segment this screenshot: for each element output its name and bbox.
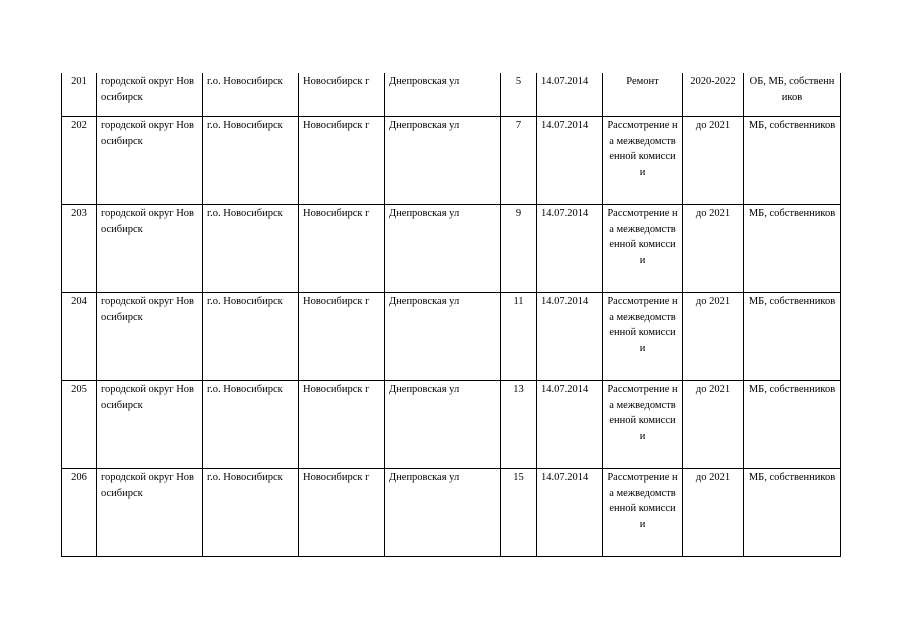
table-row — [62, 73, 841, 117]
action-cell: Рассмотрение на межведомственной комиссии — [603, 117, 683, 205]
funding-cell: МБ, собственников — [744, 117, 841, 205]
municipality-cell: г.о. Новосибирск — [203, 381, 299, 469]
settlement-cell: Новосибирск г — [299, 73, 385, 117]
municipality-cell: г.о. Новосибирск — [203, 73, 299, 117]
municipality-cell: г.о. Новосибирск — [203, 469, 299, 557]
funding-cell: ОБ, МБ, собственников — [744, 73, 841, 117]
house-number-cell: 9 — [501, 205, 537, 293]
date-cell: 14.07.2014 — [537, 293, 603, 381]
action-cell: Рассмотрение на межведомственной комиссии — [603, 381, 683, 469]
municipality-cell: г.о. Новосибирск — [203, 293, 299, 381]
period-cell: 2020-2022 — [683, 73, 744, 117]
row-number: 204 — [62, 293, 97, 381]
action-cell: Ремонт — [603, 73, 683, 117]
district-cell: городской округ Новосибирск — [97, 205, 203, 293]
date-cell: 14.07.2014 — [537, 117, 603, 205]
action-cell: Рассмотрение на межведомственной комиссии — [603, 205, 683, 293]
period-cell: до 2021 — [683, 381, 744, 469]
action-cell: Рассмотрение на межведомственной комиссии — [603, 293, 683, 381]
row-number: 202 — [62, 117, 97, 205]
municipality-cell: г.о. Новосибирск — [203, 205, 299, 293]
funding-cell: МБ, собственников — [744, 469, 841, 557]
house-number-cell: 15 — [501, 469, 537, 557]
street-cell: Днепровская ул — [385, 117, 501, 205]
district-cell: городской округ Новосибирск — [97, 381, 203, 469]
table-row — [62, 205, 841, 293]
street-cell: Днепровская ул — [385, 381, 501, 469]
funding-cell: МБ, собственников — [744, 205, 841, 293]
table-row — [62, 293, 841, 381]
funding-cell: МБ, собственников — [744, 293, 841, 381]
table-row — [62, 469, 841, 557]
settlement-cell: Новосибирск г — [299, 205, 385, 293]
period-cell: до 2021 — [683, 205, 744, 293]
municipality-cell: г.о. Новосибирск — [203, 117, 299, 205]
period-cell: до 2021 — [683, 117, 744, 205]
settlement-cell: Новосибирск г — [299, 381, 385, 469]
row-number: 205 — [62, 381, 97, 469]
house-number-cell: 5 — [501, 73, 537, 117]
table-row — [62, 381, 841, 469]
district-cell: городской округ Новосибирск — [97, 469, 203, 557]
district-cell: городской округ Новосибирск — [97, 293, 203, 381]
date-cell: 14.07.2014 — [537, 381, 603, 469]
row-number: 201 — [62, 73, 97, 117]
period-cell: до 2021 — [683, 293, 744, 381]
district-cell: городской округ Новосибирск — [97, 73, 203, 117]
house-number-cell: 11 — [501, 293, 537, 381]
street-cell: Днепровская ул — [385, 73, 501, 117]
street-cell: Днепровская ул — [385, 205, 501, 293]
settlement-cell: Новосибирск г — [299, 117, 385, 205]
housing-registry-table — [61, 73, 841, 557]
action-cell: Рассмотрение на межведомственной комиссии — [603, 469, 683, 557]
street-cell: Днепровская ул — [385, 293, 501, 381]
house-number-cell: 7 — [501, 117, 537, 205]
row-number: 203 — [62, 205, 97, 293]
street-cell: Днепровская ул — [385, 469, 501, 557]
house-number-cell: 13 — [501, 381, 537, 469]
date-cell: 14.07.2014 — [537, 469, 603, 557]
table-row — [62, 117, 841, 205]
settlement-cell: Новосибирск г — [299, 293, 385, 381]
district-cell: городской округ Новосибирск — [97, 117, 203, 205]
date-cell: 14.07.2014 — [537, 205, 603, 293]
settlement-cell: Новосибирск г — [299, 469, 385, 557]
date-cell: 14.07.2014 — [537, 73, 603, 117]
funding-cell: МБ, собственников — [744, 381, 841, 469]
period-cell: до 2021 — [683, 469, 744, 557]
row-number: 206 — [62, 469, 97, 557]
